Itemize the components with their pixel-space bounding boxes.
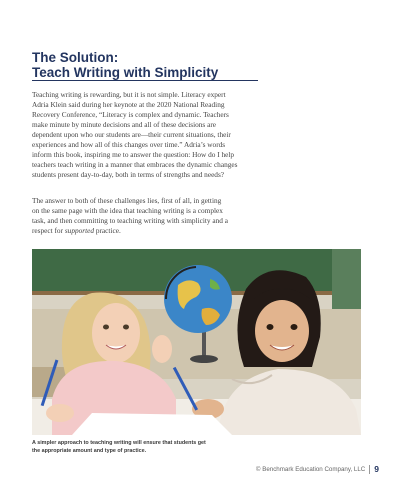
caption-line: the appropriate amount and type of practice. — [32, 448, 147, 454]
paragraph-line: task, and then committing to teaching writing with simplicity and a — [32, 216, 228, 225]
paragraph-line: Recovery Conference, “Literacy is complex and dynamic. Teachers — [32, 110, 229, 119]
caption-line: A simpler approach to teaching writing will ensure that students get — [32, 440, 206, 446]
section-heading — [32, 50, 272, 80]
classroom-photo — [32, 249, 361, 435]
text-run: respect for — [32, 226, 65, 235]
paragraph-line: inform this book, inspiring me to answer the question: How do I help — [32, 150, 235, 159]
photo-illustration — [32, 249, 361, 435]
emphasis-text: supported — [64, 226, 95, 235]
page-number: 9 — [374, 464, 379, 474]
paragraph-line: experiences and how all of this changes over time.” Adria’s words — [32, 140, 226, 149]
paragraph-line: teachers teach writing in a manner that embraces the dynamic changes — [32, 160, 238, 169]
page-footer — [256, 464, 379, 474]
body-paragraph-2 — [32, 196, 268, 236]
photo-caption — [32, 439, 292, 455]
heading-line-1: The Solution: — [32, 50, 119, 65]
paragraph-line: The answer to both of these challenges lies, first of all, in getting — [32, 196, 222, 205]
paragraph-line: make minute by minute decisions and all of these decisions are — [32, 120, 216, 129]
paragraph-line: students present day-to-day, both in terms of strengths and needs? — [32, 170, 225, 179]
copyright-text: © Benchmark Education Company, LLC — [255, 465, 366, 473]
paragraph-line: dependent upon who our students are—their current situations, their — [32, 130, 231, 139]
text-run: practice. — [94, 226, 121, 235]
paragraph-line: Teaching writing is rewarding, but it is not simple. Literacy expert — [32, 90, 226, 99]
paragraph-line: Adria Klein said during her keynote at the 2020 National Reading — [32, 100, 225, 109]
heading-divider — [32, 80, 258, 81]
paragraph-line — [32, 226, 268, 236]
paragraph-line: on the same page with the idea that teaching writing is a complex — [32, 206, 223, 215]
heading-line-2: Teach Writing with Simplicity — [32, 65, 219, 80]
footer-divider — [369, 465, 370, 474]
body-paragraph-1 — [32, 90, 268, 180]
